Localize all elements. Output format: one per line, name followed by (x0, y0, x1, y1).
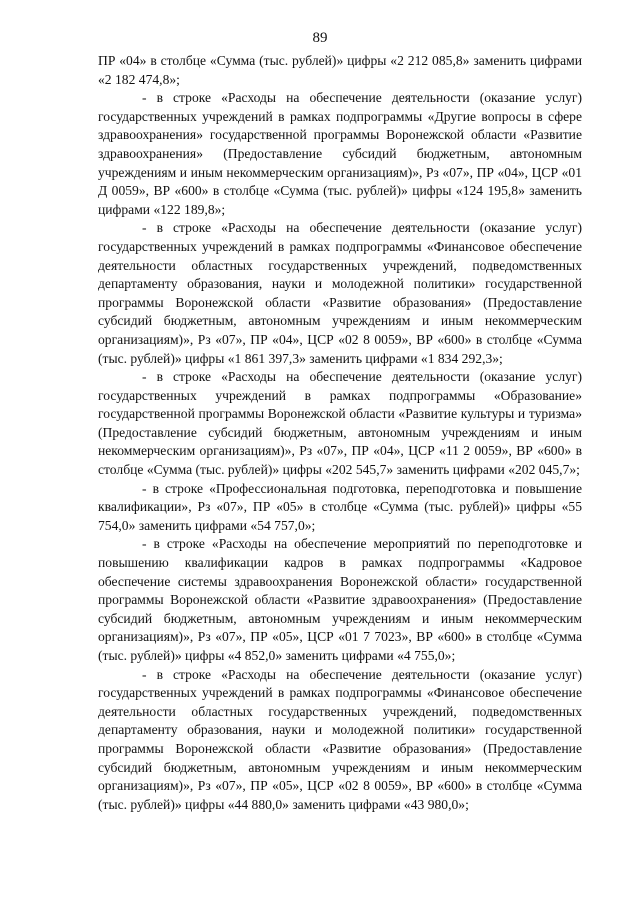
paragraph-healthcare-staff: - в строке «Расходы на обеспечение мероприятий по переподготовке и повышению квалификации кадров в рамках подпрограммы «Кадровое обеспечение системы здравоохранения Воронежской области» государственной программы Воронежской области «Развитие здравоохранения» (Предоставление субсидий бюджетным, автономным учреждениям и иным некоммерческим организациям)», Рз «07», ПР «05», ЦСР «01 7 7023», ВР «600» в столбце «Сумма (тыс. рублей)» цифры «4 852,0» заменить цифрами «4 755,0»; (98, 536, 582, 663)
paragraph-culture-education: - в строке «Расходы на обеспечение деятельности (оказание услуг) государственных учреждений в рамках подпрограммы «Образование» государственной программы Воронежской области «Развитие культуры и туризма» (Предоставление субсидий бюджетным, автономным учреждениям и иным некоммерческим организациям)», Рз «07», ПР «04», ЦСР «11 2 0059», ВР «600» в столбце «Сумма (тыс. рублей)» цифры «202 545,7» заменить цифрами «202 045,7»; (98, 369, 582, 478)
paragraph-education-finance-training: - в строке «Расходы на обеспечение деятельности (оказание услуг) государственных учреждений в рамках подпрограммы «Финансовое обеспечение деятельности областных государственных учреждений, подведомственных департаменту образования, науки и молодежной политики» государственной программы Воронежской области «Развитие образования» (Предоставление субсидий бюджетным, автономным учреждениям и иным некоммерческим организациям)», Рз «07», ПР «05», ЦСР «02 8 0059», ВР «600» в столбце «Сумма (тыс. рублей)» цифры «44 880,0» заменить цифрами «43 980,0»; (98, 666, 582, 812)
document-body (98, 52, 582, 814)
page-number: 89 (312, 30, 328, 46)
paragraph-continuation: ПР «04» в столбце «Сумма (тыс. рублей)» цифры «2 212 085,8» заменить цифрами «2 182 474,8»; (98, 53, 582, 87)
paragraph-professional-training: - в строке «Профессиональная подготовка, переподготовка и повышение квалификации», Рз «07», ПР «05» в столбце «Сумма (тыс. рублей)» цифры «55 754,0» заменить цифрами «54 757,0»; (98, 480, 582, 533)
paragraph-education-finance: - в строке «Расходы на обеспечение деятельности (оказание услуг) государственных учреждений в рамках подпрограммы «Финансовое обеспечение деятельности областных государственных учреждений, подведомственных департаменту образования, науки и молодежной политики» государственной программы Воронежской области «Развитие образования» (Предоставление субсидий бюджетным, автономным учреждениям и иным некоммерческим организациям)», Рз «07», ПР «04», ЦСР «02 8 0059», ВР «600» в столбце «Сумма (тыс. рублей)» цифры «1 861 397,3» заменить цифрами «1 834 292,3»; (98, 220, 582, 366)
paragraph-healthcare-other: - в строке «Расходы на обеспечение деятельности (оказание услуг) государственных учреждений в рамках подпрограммы «Другие вопросы в сфере здравоохранения» государственной программы Воронежской области «Развитие здравоохранения» (Предоставление субсидий бюджетным, автономным учреждениям и иным некоммерческим организациям)», Рз «07», ПР «04», ЦСР «01 Д 0059», ВР «600» в столбце «Сумма (тыс. рублей)» цифры «124 195,8» заменить цифрами «122 189,8»; (98, 90, 582, 217)
